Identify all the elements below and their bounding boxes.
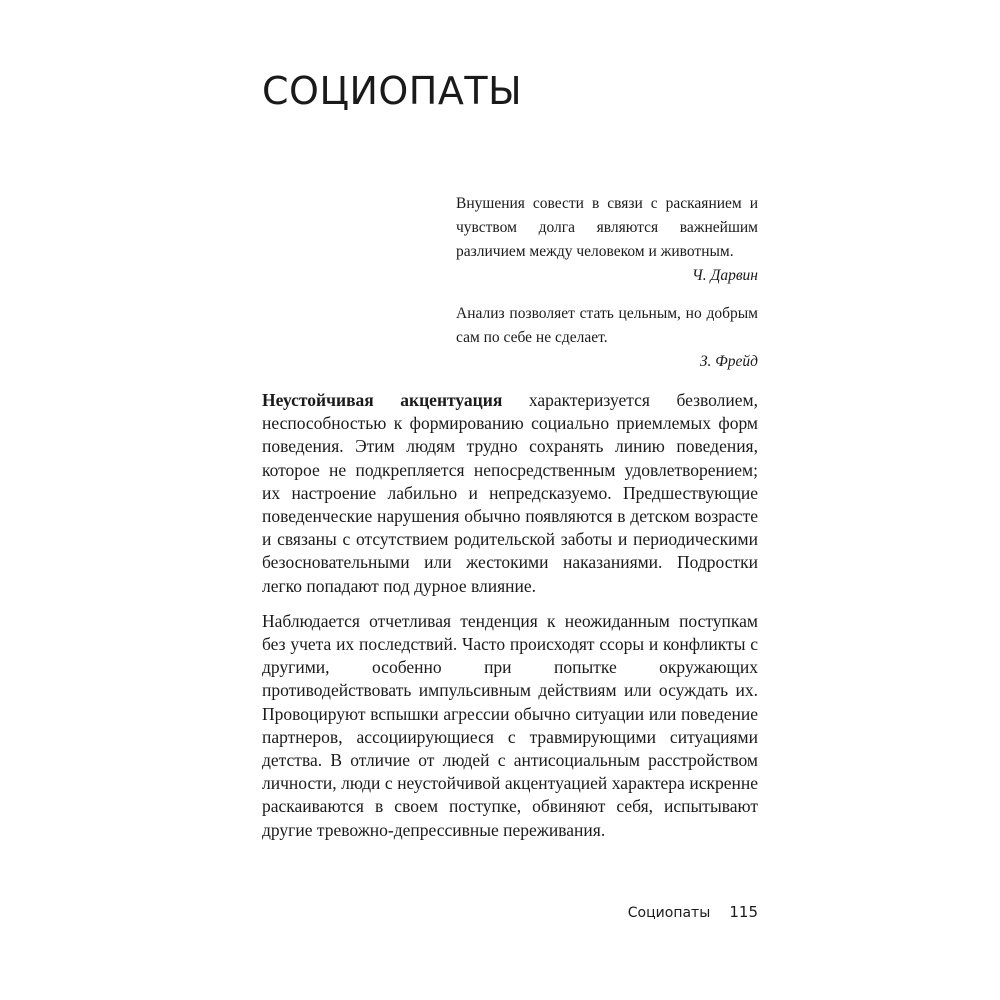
- epigraph-quote: Анализ позволяет стать цельным, но добрым сам по себе не сделает.: [456, 305, 758, 346]
- page-footer: [560, 902, 758, 921]
- chapter-title: СОЦИОПАТЫ: [262, 69, 523, 113]
- paragraph-1-text: характеризуется безволием, неспособностью к формированию социально приемлемых форм поведения. Этим людям трудно сохранять линию поведения, которое не подкрепляется непосредственным удовлетворением; их настроение лабильно и непредсказуемо. Предшествующие поведенческие нарушения обычно появляются в детском возрасте и связаны с отсутствием родительской заботы и периодическими безосновательными или жестокими наказаниями. Подростки легко попадают под дурное влияние.: [262, 390, 758, 596]
- body-text: [262, 389, 758, 854]
- epigraph-author: З. Фрейд: [699, 353, 758, 370]
- paragraph-2: Наблюдается отчетливая тенденция к неожиданным поступкам без учета их последствий. Часто происходят ссоры и конфликты с другими, особенно при попытке окружающих противодействовать импульсивным действиям или осуждать их. Провоцируют вспышки агрессии обычно ситуации или поведение партнеров, ассоциирующиеся с травмирующими ситуациями детства. В отличие от людей с антисоциальным расстройством личности, люди с неустойчивой акцентуацией характера искренне раскаиваются в своем поступке, обвиняют себя, испытывают другие тревожно-депрессивные переживания.: [262, 610, 758, 840]
- epigraph-block: [456, 192, 758, 388]
- paragraph-1: [262, 389, 758, 598]
- epigraph-quote: Внушения совести в связи с раскаянием и чувством долга являются важнейшим различием между человеком и животным.: [456, 195, 758, 260]
- epigraph-author: Ч. Дарвин: [692, 267, 758, 284]
- page-number: 115: [729, 903, 758, 921]
- epigraph-freud: [456, 302, 758, 374]
- epigraph-darwin: [456, 192, 758, 288]
- running-title: Социопаты: [627, 905, 711, 921]
- lead-term: Неустойчивая акцентуация: [262, 390, 503, 410]
